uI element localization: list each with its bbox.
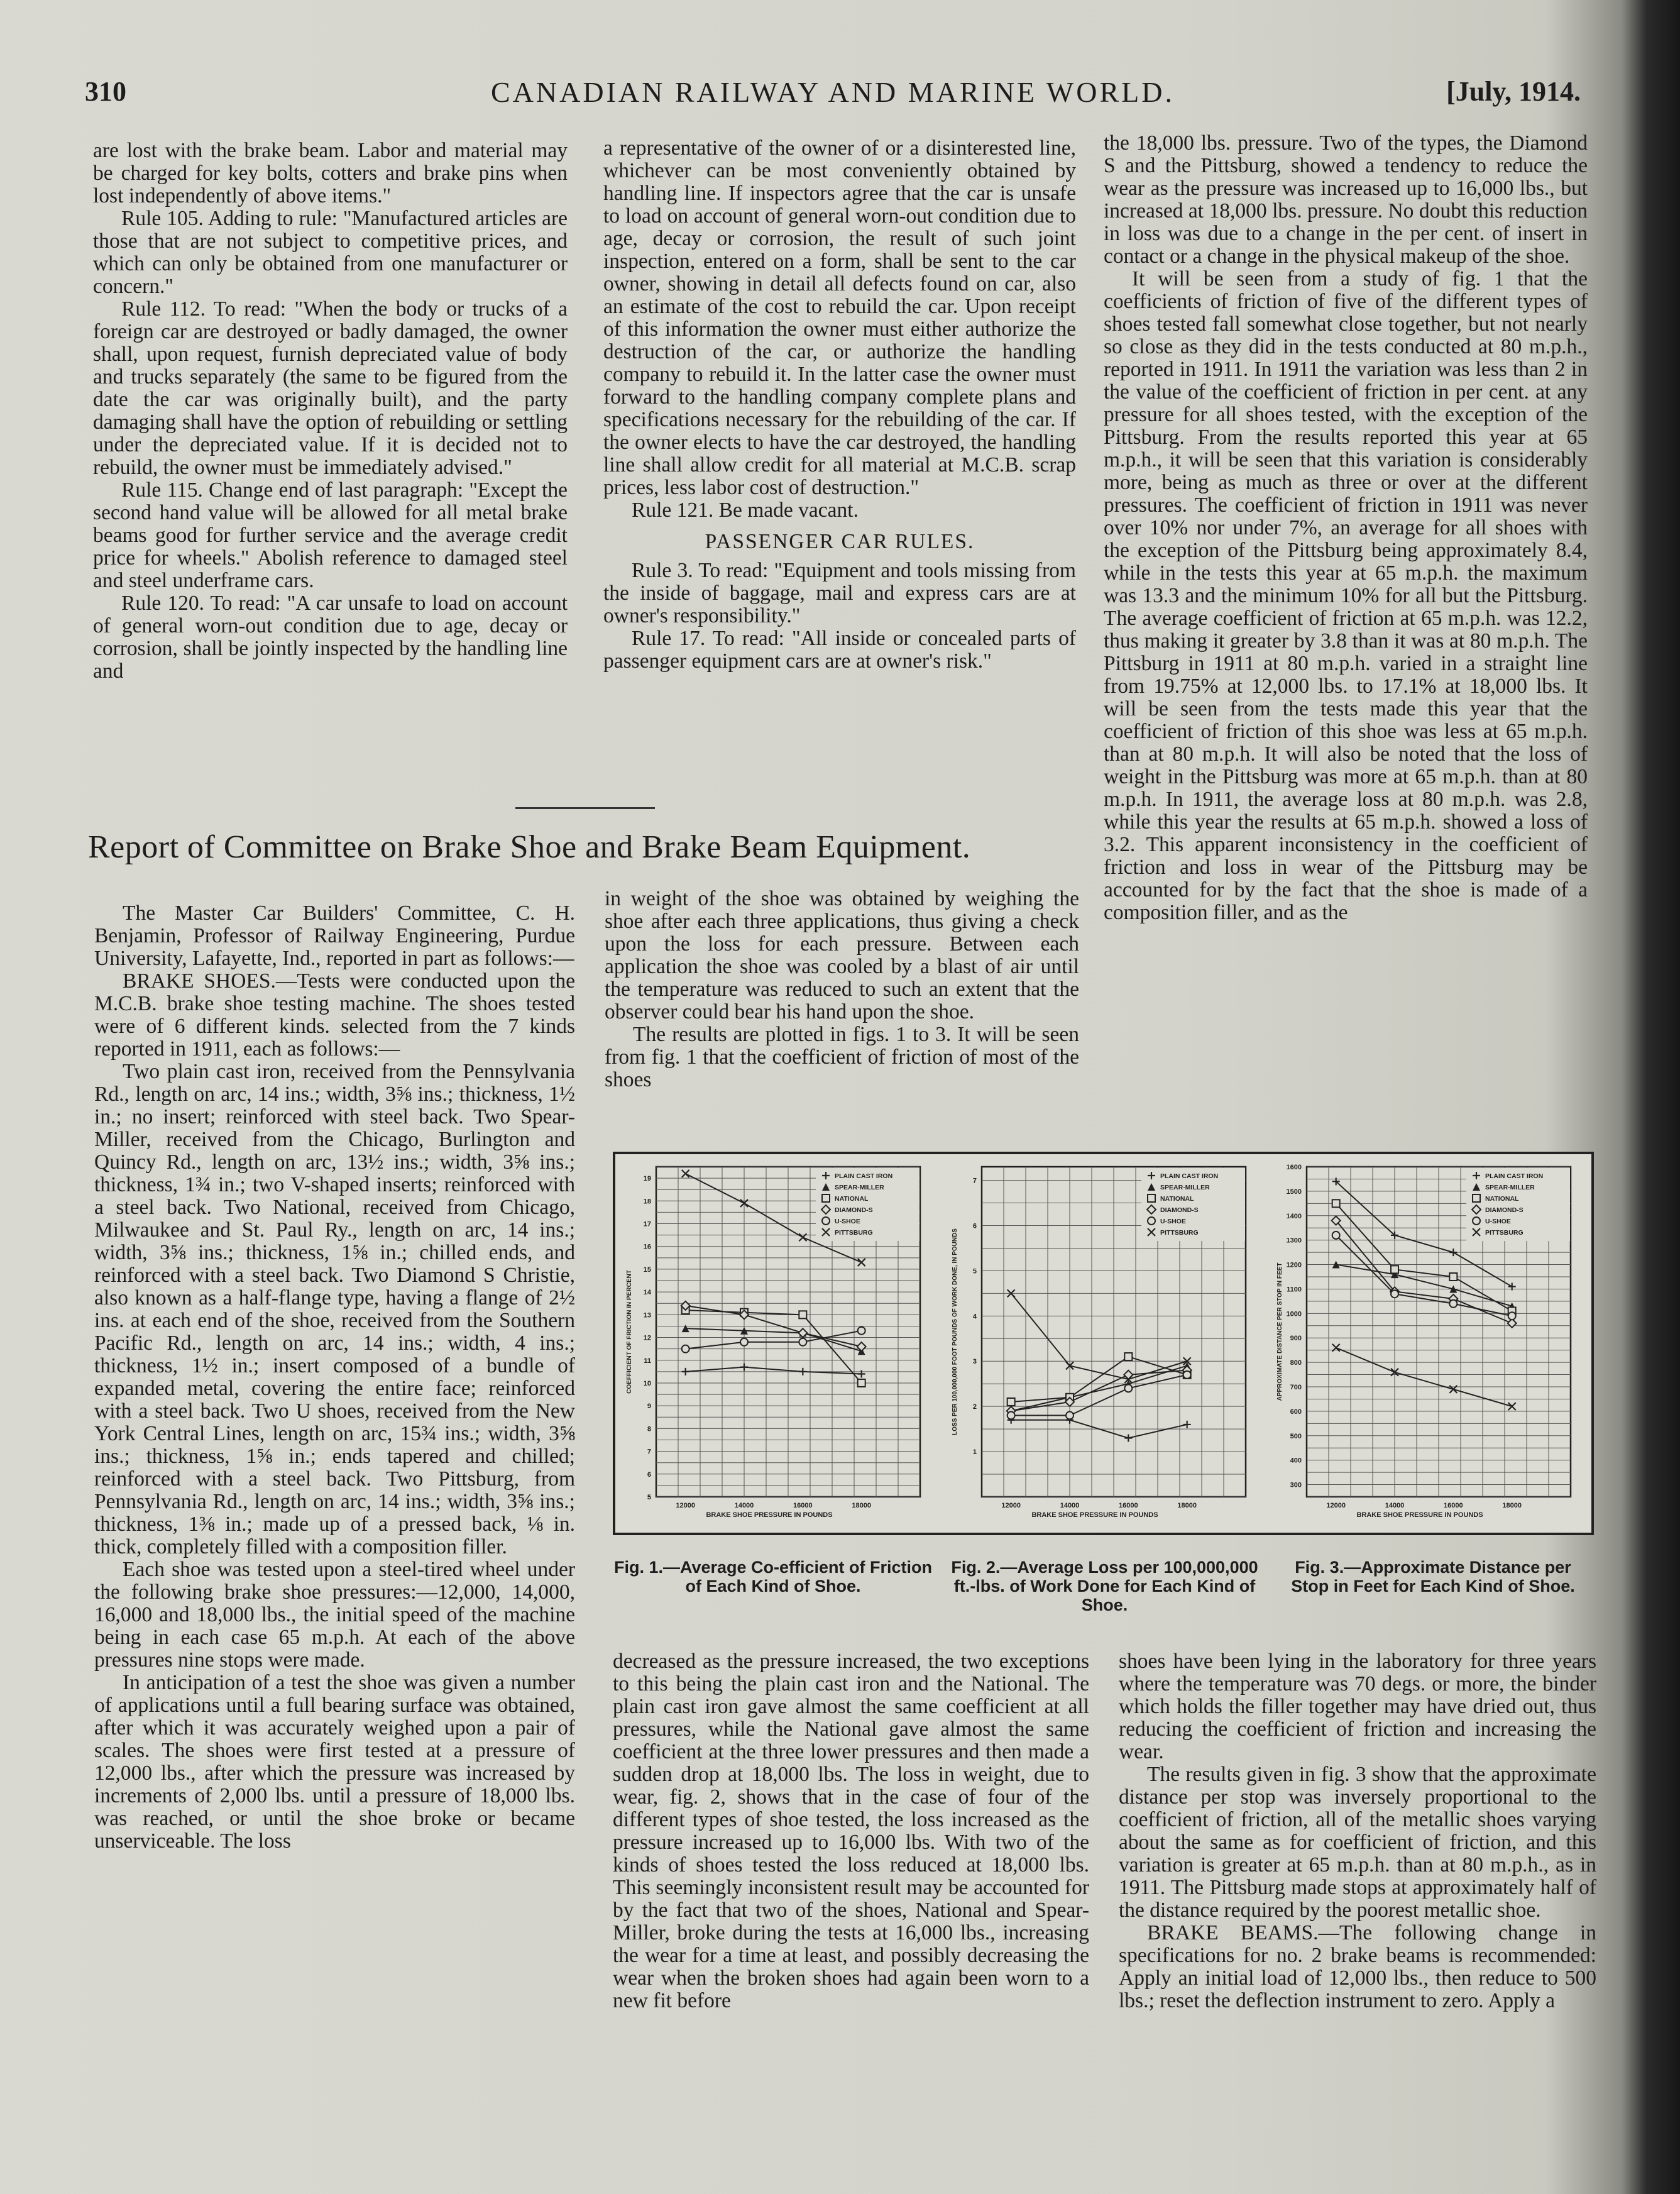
data-point	[858, 1259, 865, 1266]
fig2-caption: Fig. 2.—Average Loss per 100,000,000 ft.-lbs. of Work Done for Each Kind of Shoe.	[951, 1558, 1258, 1615]
top-middle-column	[603, 137, 1076, 800]
top-left-column	[93, 140, 568, 800]
legend-label: DIAMOND-S	[1485, 1206, 1524, 1214]
x-axis-label: BRAKE SHOE PRESSURE IN POUNDS	[1031, 1511, 1158, 1519]
publication-title: CANADIAN RAILWAY AND MARINE WORLD.	[491, 76, 1175, 108]
report-middle-top	[605, 888, 1079, 1136]
x-tick-label: 18000	[1177, 1502, 1197, 1509]
y-tick-label: 8	[647, 1425, 651, 1433]
series-line	[686, 1367, 862, 1374]
data-point	[1124, 1384, 1132, 1392]
x-tick-label: 12000	[1326, 1502, 1346, 1509]
y-tick-label: 300	[1290, 1481, 1302, 1489]
x-tick-label: 16000	[793, 1502, 813, 1509]
data-point	[1391, 1265, 1398, 1273]
y-tick-label: 4	[972, 1313, 977, 1321]
paragraph: Rule 112. To read: "When the body or trucks of a foreign car are destroyed or badly damaged, the owner shall, upon request, furnish depreciated value of body and trucks separately (the same to be figured from the date the car was originally built), and the party damaging shall have the option of rebuilding or settling under the depreciated value. If it is decided not to rebuild, the owner must be immediately advised."	[93, 297, 568, 479]
legend-label: DIAMOND-S	[835, 1206, 873, 1214]
y-tick-label: 600	[1290, 1408, 1302, 1416]
y-tick-label: 16	[643, 1243, 651, 1251]
paragraph: decreased as the pressure increased, the two exceptions to this being the plain cast iron and the National. The plain cast iron gave almost the same coefficient at all pressures, while the National gave almost the same coefficient at the three lower pressures and then made a sudden drop at 18,000 lbs. The loss in weight, due to wear, fig. 2, shows that in the case of four of the different types of shoe tested, the loss increased as the pressure increased up to 16,000 lbs. With two of the kinds of shoes tested the loss reduced at 18,000 lbs. This seemingly inconsistent result may be accounted for by the fact that two of the shoes, National and Spear-Miller, broke during the tests at 16,000 lbs., increasing the wear for a time at least, and possibly decreasing the wear when the broken shoes had again been worn to a new fit before	[613, 1650, 1089, 2012]
data-point	[1391, 1290, 1398, 1298]
data-point	[1007, 1398, 1015, 1406]
paragraph: Each shoe was tested upon a steel-tired wheel under the following brake shoe pressures:—12,000, 14,000, 16,000 and 18,000 lbs., the initial speed of the machine being in each case 65 m.p.h. At each of the above pressures nine stops were made.	[94, 1558, 575, 1672]
y-tick-label: 800	[1290, 1359, 1302, 1367]
paragraph: a representative of the owner of or a disinterested line, whichever can be most conveniently obtained by handling line. If inspectors agree that the car is unsafe to load on account of general worn-out condition due to age, decay or corrosion, the result of such joint inspection, entered on a form, shall be sent to the car owner, showing in detail all defects found on car, also an estimate of the cost to rebuild the car. Upon receipt of this information the owner must either authorize the destruction of the car, or authorize the handling company to rebuild it. In the latter case the owner must forward to the handling company complete plans and specifications necessary for the rebuilding of the car. If the owner elects to have the car destroyed, the handling line shall allow credit for all material at M.C.B. scrap prices, less labor cost of destruction."	[603, 137, 1076, 499]
legend-marker	[822, 1217, 830, 1225]
y-tick-label: 18	[643, 1198, 651, 1206]
x-tick-label: 16000	[1444, 1502, 1463, 1509]
y-axis-label: APPROXIMATE DISTANCE PER STOP IN FEET	[1276, 1262, 1283, 1401]
data-point	[858, 1379, 865, 1387]
legend-marker	[1473, 1217, 1480, 1225]
y-tick-label: 9	[647, 1403, 651, 1411]
y-tick-label: 1100	[1287, 1286, 1302, 1294]
data-point	[1124, 1353, 1132, 1360]
legend-marker	[1148, 1194, 1155, 1202]
divider	[515, 807, 655, 809]
data-point	[799, 1233, 806, 1241]
data-point	[1449, 1273, 1457, 1281]
paragraph: shoes have been lying in the laboratory for three years where the temperature was 70 degs. or more, the binder which holds the filler together may have dried out, thus reducing the coefficient of friction and increasing the wear.	[1119, 1650, 1596, 1763]
data-point	[799, 1368, 806, 1375]
section-heading: PASSENGER CAR RULES.	[705, 530, 975, 553]
y-tick-label: 17	[643, 1220, 651, 1228]
y-tick-label: 12	[643, 1334, 651, 1342]
y-tick-label: 6	[972, 1222, 977, 1230]
legend-marker	[1148, 1217, 1155, 1225]
y-tick-label: 1500	[1286, 1188, 1302, 1196]
series-line	[686, 1328, 862, 1351]
fig3-caption: Fig. 3.—Approximate Distance per Stop in Feet for Each Kind of Shoe.	[1291, 1558, 1575, 1596]
paragraph: Rule 121. Be made vacant.	[632, 499, 859, 522]
data-point	[1332, 1232, 1340, 1239]
series-line	[1011, 1375, 1187, 1416]
x-tick-label: 14000	[734, 1502, 754, 1509]
issue-date: [July, 1914.	[1446, 76, 1581, 107]
y-tick-label: 1000	[1286, 1310, 1302, 1318]
x-tick-label: 12000	[1001, 1502, 1021, 1509]
series-line	[1336, 1235, 1512, 1316]
legend-label: U-SHOE	[1160, 1218, 1186, 1225]
data-point	[858, 1370, 865, 1377]
data-point	[682, 1368, 689, 1375]
paragraph: Rule 115. Change end of last paragraph: "Except the second hand value will be allowed for all metal brake beams good for further service and the average credit price for wheels." Abolish reference to damaged steel and steel underframe cars.	[93, 478, 568, 592]
data-point	[740, 1338, 748, 1346]
paragraph: in weight of the shoe was obtained by weighing the shoe after each three applications, thus giving a check upon the loss for each pressure. Between each application the shoe was cooled by a blast of air until the temperature was reduced to such an extent that the observer could bear his hand upon the shoe.	[605, 888, 1079, 1023]
legend-label: SPEAR-MILLER	[835, 1184, 884, 1191]
x-tick-label: 16000	[1119, 1502, 1138, 1509]
y-tick-label: 5	[972, 1267, 977, 1276]
series-line	[686, 1331, 862, 1349]
series-line	[1336, 1348, 1512, 1406]
y-tick-label: 900	[1290, 1335, 1302, 1343]
x-tick-label: 12000	[676, 1502, 695, 1509]
data-point	[1007, 1412, 1015, 1419]
legend-label: PLAIN CAST IRON	[1485, 1172, 1544, 1180]
paragraph: BRAKE SHOES.—Tests were conducted upon the M.C.B. brake shoe testing machine. The shoes tested were of 6 different kinds. selected from the 7 kinds reported in 1911, each as follows:—	[94, 969, 575, 1061]
y-tick-label: 500	[1290, 1432, 1302, 1440]
y-tick-label: 7	[647, 1448, 651, 1456]
data-point	[1449, 1249, 1457, 1256]
paragraph: the 18,000 lbs. pressure. Two of the types, the Diamond S and the Pittsburg, showed a tendency to reduce the wear as the pressure was increased up to 16,000 lbs., but increased at 18,000 lbs. pressure. No doubt this reduction in loss was due to a change in the per cent. of insert in contact or a change in the physical makeup of the shoe.	[1104, 132, 1588, 268]
paragraph: BRAKE BEAMS.—The following change in specifications for no. 2 brake beams is recommended: Apply an initial load of 12,000 lbs., then reduce to 500 lbs.; reset the deflection instrument to zero. Apply a	[1119, 1921, 1596, 2012]
y-tick-label: 19	[643, 1175, 651, 1183]
data-point	[1066, 1412, 1073, 1419]
y-tick-label: 1400	[1286, 1212, 1302, 1220]
data-point	[1508, 1312, 1516, 1320]
data-point	[682, 1170, 689, 1177]
paragraph: The results given in fig. 3 show that the approximate distance per stop was inversely proportional to the coefficient of friction, all of the metallic shoes varying about the same as for coefficient of friction, and this variation is greater at 65 m.p.h. than at 80 m.p.h., as in 1911. The Pittsburg made stops at approximately half of the distance required by the poorest metallic shoe.	[1119, 1763, 1596, 1922]
figure-charts	[615, 1154, 1591, 1533]
right-column-top	[1104, 132, 1588, 1132]
legend-label: PITTSBURG	[1160, 1229, 1199, 1237]
paragraph: Rule 17. To read: "All inside or concealed parts of passenger equipment cars are at owner's risk."	[603, 627, 1076, 673]
y-tick-label: 1	[972, 1448, 977, 1457]
right-column-bottom	[1119, 1650, 1596, 2115]
legend-marker	[822, 1194, 830, 1202]
series-line	[1011, 1357, 1187, 1402]
legend-label: DIAMOND-S	[1160, 1206, 1199, 1214]
x-tick-label: 14000	[1385, 1502, 1405, 1509]
data-point	[1124, 1435, 1132, 1442]
page-number: 310	[85, 76, 126, 107]
legend-label: PLAIN CAST IRON	[835, 1172, 893, 1180]
y-tick-label: 1200	[1286, 1261, 1302, 1269]
y-axis-label: LOSS PER 100,000,000 FOOT POUNDS OF WORK DONE, IN POUNDS	[952, 1228, 958, 1435]
data-point	[1183, 1371, 1191, 1379]
legend-label: SPEAR-MILLER	[1485, 1184, 1535, 1191]
y-tick-label: 6	[647, 1470, 651, 1479]
legend-label: NATIONAL	[1160, 1195, 1194, 1203]
paragraph: Rule 120. To read: "A car unsafe to load on account of general worn-out condition due to age, decay or corrosion, shall be jointly inspected by the handling line and	[93, 592, 568, 683]
x-tick-label: 14000	[1060, 1502, 1080, 1509]
x-axis-label: BRAKE SHOE PRESSURE IN POUNDS	[1356, 1511, 1483, 1519]
y-tick-label: 14	[643, 1289, 651, 1297]
y-tick-label: 15	[643, 1265, 651, 1274]
y-tick-label: 400	[1290, 1457, 1302, 1465]
legend-label: PITTSBURG	[835, 1229, 873, 1237]
paragraph: are lost with the brake beam. Labor and material may be charged for key bolts, cotters and brake pins when lost independently of above items."	[93, 140, 568, 207]
paragraph: It will be seen from a study of fig. 1 that the coefficients of friction of five of the different types of shoes tested fall somewhat close together, but not nearly so close as they did in the tests conducted at 80 m.p.h., reported in 1911. In 1911 the variation was less than 2 in the value of the coefficient of friction in per cent. at any pressure for all shoes tested, with the exception of the Pittsburg. From the results reported this year at 65 m.p.h., it will be seen that this variation is considerably more, being as much as three or over at the different pressures. The coefficient of friction in 1911 was never over 10% nor under 7%, an average for all shoes with the exception of the Pittsburg being approximately 8.4, while in the tests this year at 65 m.p.h. the maximum was 13.3 and the minimum 10% for all but the Pittsburg. The average coefficient of friction at 65 m.p.h. was 12.2, thus making it greater by 3.8 than it was at 80 m.p.h. The Pittsburg in 1911 at 80 m.p.h. varied in a straight line from 19.75% at 12,000 lbs. to 17.1% at 18,000 lbs. It will be seen from the tests made this year that the coefficient of friction of this shoe was less at 65 m.p.h. than at 80 m.p.h. It will also be noted that the loss of weight in the Pittsburg was more at 65 m.p.h. than at 80 m.p.h. In 1911, the average loss at 80 m.p.h. was 2.8, while this year the results at 65 m.p.h. showed a loss of 3.2. This apparent inconsistency in the coefficient of friction and loss in wear of the Pittsburg may be accounted for by the fact that the shoe is made of a composition filler, and as the	[1104, 267, 1588, 924]
data-point	[799, 1338, 806, 1346]
x-tick-label: 18000	[1502, 1502, 1522, 1509]
paragraph: Rule 3. To read: "Equipment and tools missing from the inside of baggage, mail and express cars are at owner's responsibility."	[603, 559, 1076, 627]
y-axis-label: COEFFICIENT OF FRICTION IN PERCENT	[626, 1270, 633, 1394]
legend-label: NATIONAL	[1485, 1195, 1519, 1203]
data-point	[1449, 1300, 1457, 1308]
report-title: Report of Committee on Brake Shoe and Brake Beam Equipment.	[88, 829, 971, 865]
data-point	[1508, 1403, 1516, 1410]
report-middle-bottom	[613, 1650, 1089, 2115]
series-line	[686, 1310, 862, 1383]
paragraph: The results are plotted in figs. 1 to 3. It will be seen from fig. 1 that the coefficient of friction of most of the shoes	[605, 1023, 1079, 1091]
paragraph: Two plain cast iron, received from the Pennsylvania Rd., length on arc, 14 ins.; width, 3⅝ ins.; thickness, 1½ in.; no insert; reinforced with steel back. Two Spear-Miller, received from the Chicago, Burlington and Quincy Rd., length on arc, 13½ ins.; width, 3⅝ ins.; thickness, 1¾ in.; two V-shaped inserts; reinforced with a steel back. Two National, received from Chicago, Milwaukee and St. Paul Ry., length on arc, 14 ins.; width, 3⅝ ins.; thickness, 1⅝ in.; chilled ends, and reinforced with a steel back. Two Diamond S Christie, also known as a half-flange type, having a flange of 2½ ins. at each end of the shoe, received from the Southern Pacific Rd., length on arc, 14 ins.; width, 4 ins.; thickness, 1½ in.; insert composed of a bundle of expanded metal, covering the entire face; reinforced with a steel back. Two U shoes, received from the New York Central Lines, length on arc, 15¾ ins.; width, 3⅝ ins.; thickness, 1⅝ in.; ends tapered and chilled; reinforced with a steel back. Two Pittsburg, from Pennsylvania Rd., length on arc, 14 ins.; width, 3⅝ ins.; thickness, 1⅜ in.; made up of a pressed back, ⅛ in. thick, completely filled with a composition filler.	[94, 1060, 575, 1558]
paragraph: In anticipation of a test the shoe was given a number of applications until a full bearing surface was obtained, after which it was accurately weighed upon a pair of scales. The shoes were first tested at a pressure of 12,000 lbs., after which the pressure was increased by increments of 2,000 lbs. until a pressure of 18,000 lbs. was reached, or until the shoe broke or became unserviceable. The loss	[94, 1671, 575, 1853]
y-tick-label: 13	[643, 1311, 651, 1320]
data-point	[858, 1327, 865, 1335]
y-tick-label: 5	[647, 1494, 651, 1501]
legend-label: PLAIN CAST IRON	[1160, 1172, 1219, 1180]
y-tick-label: 7	[972, 1177, 977, 1185]
legend-label: U-SHOE	[835, 1218, 860, 1225]
legend-label: U-SHOE	[1485, 1218, 1511, 1225]
data-point	[740, 1364, 748, 1371]
legend-label: SPEAR-MILLER	[1160, 1184, 1210, 1191]
y-tick-label: 1300	[1286, 1237, 1302, 1245]
x-tick-label: 18000	[852, 1502, 871, 1509]
legend-marker	[1473, 1194, 1480, 1202]
y-tick-label: 2	[972, 1403, 977, 1411]
report-left-column	[94, 902, 575, 2106]
y-tick-label: 11	[644, 1357, 651, 1365]
data-point	[1183, 1421, 1191, 1428]
legend-label: NATIONAL	[835, 1195, 869, 1203]
y-tick-label: 10	[643, 1379, 651, 1387]
data-point	[682, 1345, 689, 1353]
figure-panel	[613, 1152, 1594, 1535]
legend-label: PITTSBURG	[1485, 1229, 1524, 1237]
page-header	[85, 75, 1581, 119]
y-tick-label: 1600	[1286, 1164, 1302, 1171]
y-tick-label: 3	[972, 1358, 977, 1366]
fig1-caption: Fig. 1.—Average Co-efficient of Friction of Each Kind of Shoe.	[613, 1558, 933, 1596]
y-tick-label: 700	[1290, 1384, 1302, 1391]
data-point	[1332, 1199, 1340, 1207]
data-point	[799, 1311, 806, 1318]
paragraph: Rule 105. Adding to rule: "Manufactured articles are those that are not subject to competitive prices, and which can only be obtained from one manufacturer or concern."	[93, 207, 568, 298]
paragraph: The Master Car Builders' Committee, C. H. Benjamin, Professor of Railway Engineering, Purdue University, Lafayette, Ind., reported in part as follows:—	[94, 902, 575, 970]
x-axis-label: BRAKE SHOE PRESSURE IN POUNDS	[706, 1511, 833, 1519]
